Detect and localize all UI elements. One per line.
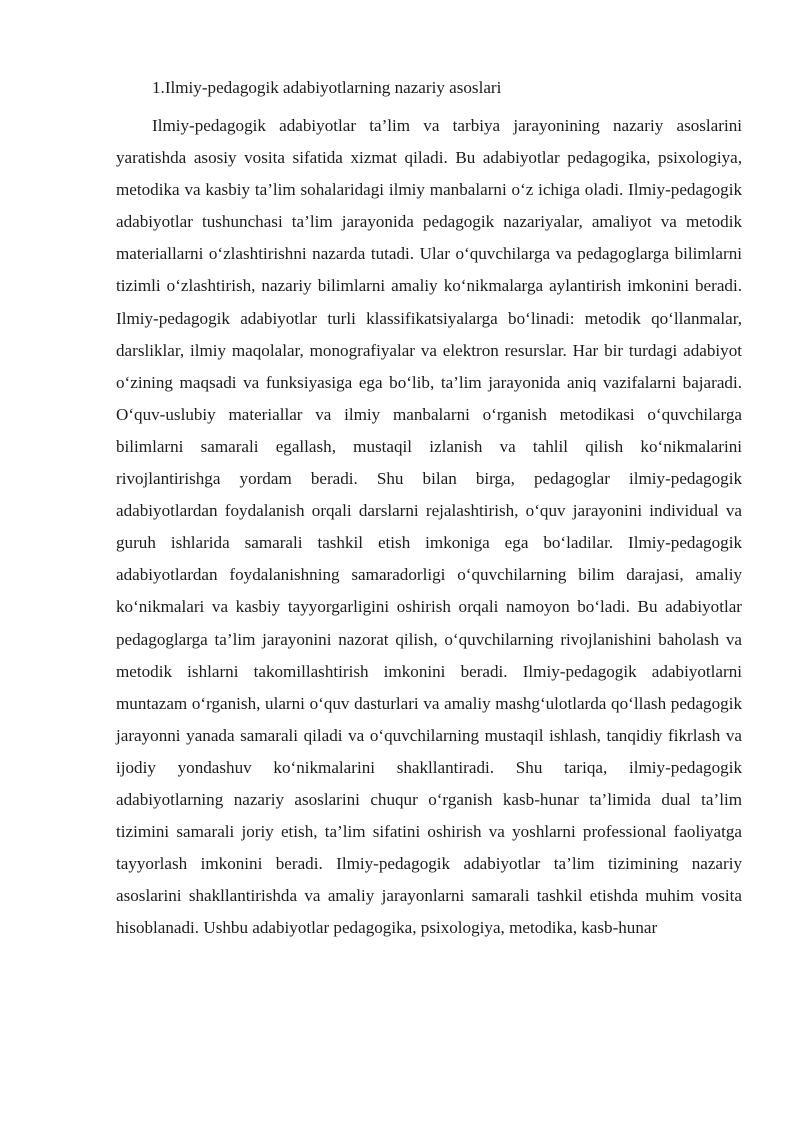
section-heading: 1.Ilmiy-pedagogik adabiyotlarning nazariy asoslari <box>152 78 502 97</box>
page-content <box>116 72 742 944</box>
body-paragraph: Ilmiy-pedagogik adabiyotlar ta’lim va tarbiya jarayonining nazariy asoslarini yaratishda asosiy vosita sifatida xizmat qiladi. Bu adabiyotlar pedagogika, psixologiya, metodika va kasbiy ta’lim sohalaridagi ilmiy manbalarni o‘z ichiga oladi. Ilmiy-pedagogik adabiyotlar tushunchasi ta’lim jarayonida pedagogik nazariyalar, amaliyot va metodik materiallarni o‘zlashtirishni nazarda tutadi. Ular o‘quvchilarga va pedagoglarga bilimlarni tizimli o‘zlashtirish, nazariy bilimlarni amaliy ko‘nikmalarga aylantirish imkonini beradi. Ilmiy-pedagogik adabiyotlar turli klassifikatsiyalarga bo‘linadi: metodik qo‘llanmalar, darsliklar, ilmiy maqolalar, monografiyalar va elektron resurslar. Har bir turdagi adabiyot o‘zining maqsadi va funksiyasiga ega bo‘lib, ta’lim jarayonida aniq vazifalarni bajaradi. O‘quv-uslubiy materiallar va ilmiy manbalarni o‘rganish metodikasi o‘quvchilarga bilimlarni samarali egallash, mustaqil izlanish va tahlil qilish ko‘nikmalarini rivojlantirishga yordam beradi. Shu bilan birga, pedagoglar ilmiy-pedagogik adabiyotlardan foydalanish orqali darslarni rejalashtirish, o‘quv jarayonini individual va guruh ishlarida samarali tashkil etish imkoniga ega bo‘ladilar. Ilmiy-pedagogik adabiyotlardan foydalanishning samaradorligi o‘quvchilarning bilim darajasi, amaliy ko‘nikmalari va kasbiy tayyorgarligini oshirish orqali namoyon bo‘ladi. Bu adabiyotlar pedagoglarga ta’lim jarayonini nazorat qilish, o‘quvchilarning rivojlanishini baholash va metodik ishlarni takomillashtirish imkonini beradi. Ilmiy-pedagogik adabiyotlarni muntazam o‘rganish, ularni o‘quv dasturlari va amaliy mashg‘ulotlarda qo‘llash pedagogik jarayonni yanada samarali qiladi va o‘quvchilarning mustaqil ishlash, tanqidiy fikrlash va ijodiy yondashuv ko‘nikmalarini shakllantiradi. Shu tariqa, ilmiy-pedagogik adabiyotlarning nazariy asoslarini chuqur o‘rganish kasb-hunar ta’limida dual ta’lim tizimini samarali joriy etish, ta’lim sifatini oshirish va yoshlarni professional faoliyatga tayyorlash imkonini beradi. Ilmiy-pedagogik adabiyotlar ta’lim tizimining nazariy asoslarini shakllantirishda va amaliy jarayonlarni samarali tashkil etishda muhim vosita hisoblanadi. Ushbu adabiyotlar pedagogika, psixologiya, metodika, kasb-hunar <box>116 116 742 938</box>
